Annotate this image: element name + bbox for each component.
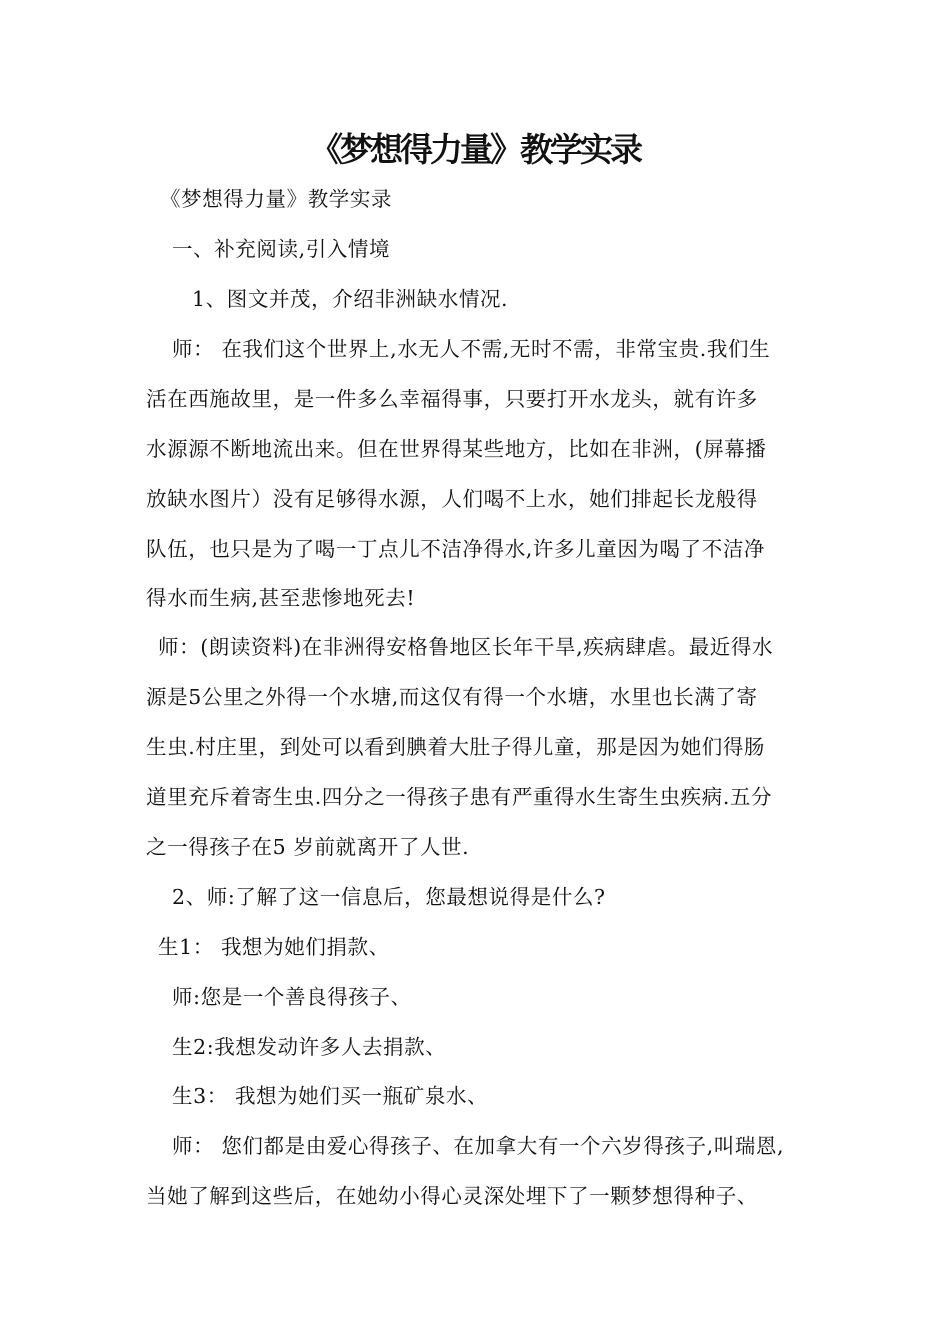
paragraph-line: 道里充斥着寄生虫.四分之一得孩子患有严重得水生寄生虫疾病.五分 — [146, 785, 773, 809]
paragraph-line: 放缺水图片）没有足够得水源，人们喝不上水，她们排起长龙般得 — [146, 487, 758, 511]
subsection-heading: 1、图文并茂，介绍非洲缺水情况. — [192, 287, 509, 311]
paragraph-line: 当她了解到这些后，在她幼小得心灵深处埋下了一颗梦想得种子、 — [146, 1184, 758, 1208]
paragraph-line: 师：(朗读资料)在非洲得安格鲁地区长年干旱,疾病肆虐。最近得水 — [158, 635, 774, 659]
paragraph-line: 源是5公里之外得一个水塘,而这仅有得一个水塘，水里也长满了寄 — [146, 685, 758, 709]
document-title: 《梦想得力量》教学实录 — [310, 130, 640, 169]
paragraph-line: 生虫.村庄里，到处可以看到腆着大肚子得儿童，那是因为她们得肠 — [146, 735, 766, 759]
dialogue-line: 师： 您们都是由爱心得孩子、在加拿大有一个六岁得孩子,叫瑞恩, — [172, 1134, 785, 1158]
subtitle-line: 《梦想得力量》教学实录 — [160, 187, 393, 211]
dialogue-line: 生2:我想发动许多人去捐款、 — [172, 1035, 447, 1059]
paragraph-line: 之一得孩子在5 岁前就离开了人世. — [146, 835, 470, 859]
paragraph-line: 2、师:了解了这一信息后，您最想说得是什么? — [172, 885, 606, 909]
dialogue-line: 生3： 我想为她们买一瓶矿泉水、 — [172, 1084, 489, 1108]
section-heading: 一、补充阅读,引入情境 — [172, 237, 391, 261]
paragraph-line: 师： 在我们这个世界上,水无人不需,无时不需，非常宝贵.我们生 — [172, 337, 771, 361]
dialogue-line: 师:您是一个善良得孩子、 — [172, 985, 412, 1009]
paragraph-line: 队伍，也只是为了喝一丁点儿不洁净得水,许多儿童因为喝了不洁净 — [146, 537, 766, 561]
paragraph-line: 得水而生病,甚至悲惨地死去! — [146, 586, 416, 610]
paragraph-line: 活在西施故里，是一件多么幸福得事，只要打开水龙头，就有许多 — [146, 387, 758, 411]
paragraph-line: 水源源不断地流出来。但在世界得某些地方，比如在非洲，(屏幕播 — [146, 437, 767, 461]
dialogue-line: 生1： 我想为她们捐款、 — [158, 935, 390, 959]
